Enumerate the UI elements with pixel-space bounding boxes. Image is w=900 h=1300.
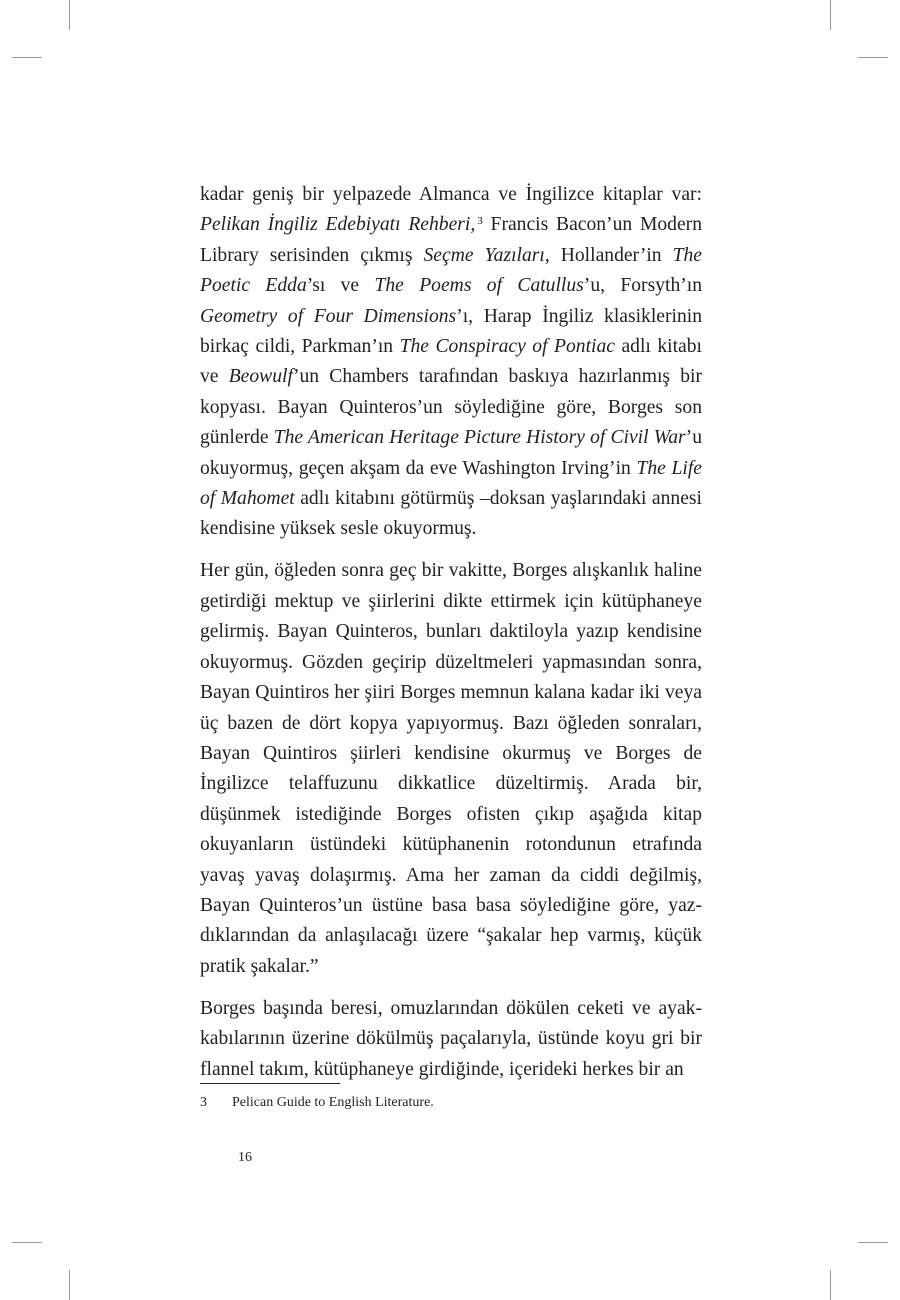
italic-title: The Life of Mahomet	[200, 457, 702, 510]
text-run: ’ı, Harap İngiliz klasiklerinin birkaç cildi, Parkman’ın	[200, 305, 702, 358]
italic-title: Pelikan İngiliz Edebiyatı Rehberi,	[200, 214, 476, 236]
italic-title: The Conspiracy of Pontiac	[399, 336, 615, 358]
body-text	[200, 180, 702, 1085]
crop-mark-right-top	[858, 57, 888, 58]
footnote	[200, 1094, 434, 1112]
crop-mark-bottom-left	[69, 1270, 70, 1300]
text-run: adlı kitabı ve	[200, 336, 702, 388]
text-run: ’sı ve	[306, 275, 375, 297]
footnote-number: 3	[200, 1095, 207, 1110]
text-run: , Hollander’in	[544, 244, 673, 266]
text-run: Borges başında beresi, omuzlarından dökülen ceketi ve ayakkabılarının üzerine dökülmüş paçalarıyla, üstünde koyu gri bir flannel takım, kütüphaneye girdiğinde, içerideki herkes bir an	[200, 997, 702, 1080]
page-number: 16	[238, 1150, 252, 1165]
text-run: kadar geniş bir yelpazede Almanca ve İngilizce kitaplar var:	[200, 184, 702, 205]
paragraph	[200, 180, 702, 545]
italic-title: The American Heritage Picture History of Civil War	[273, 427, 686, 449]
italic-title: The Poetic Edda	[200, 244, 702, 297]
crop-mark-top-left	[69, 0, 70, 30]
crop-mark-bottom-right	[830, 1270, 831, 1300]
text-run: Francis Bacon’un Modern Library serisinden çıkmış	[200, 214, 702, 266]
text-run: adlı kitabını götürmüş –doksan yaşlarındaki annesi kendisine yüksek sesle okuyormuş.	[200, 488, 702, 540]
paragraph	[200, 994, 702, 1085]
crop-mark-left-bottom	[12, 1242, 42, 1243]
text-run: ’u okuyormuş, geçen akşam da eve Washington Irving’in	[200, 427, 702, 479]
footnote-separator	[200, 1083, 340, 1084]
italic-title: Beowulf	[228, 366, 293, 388]
text-run: Her gün, öğleden sonra geç bir vakitte, Borges alışkanlık haline getirdiği mektup ve şiirlerini dikte ettirmek için kütüphaneye gelirmiş. Bayan Quinteros, bunları daktiloyla yazıp kendisine okuyormuş. Gözden geçirip düzeltmeleri yapmasından sonra, Bayan Quintiros her şiiri Borges memnun kalana kadar iki veya üç bazen de dört kopya yapıyormuş. Bazı öğleden sonraları, Bayan Quintiros şiirleri kendisine okurmuş ve Borges de İngilizce telaffuzunu dikkatlice düzeltirmiş. Arada bir, düşünmek istediğinde Borges ofisten çıkıp aşağıda kitap okuyanların üstündeki kütüphanenin rotondunun etrafında yavaş yavaş dolaşırmış. Ama her zaman da ciddi değilmiş, Bayan Quinteros’un üstüne basa basa söylediğine göre, yazdıklarından da anlaşılacağı üzere “şakalar hep varmış, küçük pratik şakalar.”	[200, 560, 702, 977]
text-run: ’u, Forsyth’ın	[583, 275, 703, 297]
crop-mark-top-right	[830, 0, 831, 30]
footnote-text: Pelican Guide to English Literature.	[232, 1095, 434, 1110]
crop-mark-right-bottom	[858, 1242, 888, 1243]
italic-title: Seçme Yazıları	[423, 244, 545, 266]
crop-mark-left-top	[12, 57, 42, 58]
footnote-reference: 3	[477, 215, 483, 228]
italic-title: The Poems of Catullus	[374, 275, 584, 297]
paragraph	[200, 556, 702, 982]
text-run: ’un Chambers tarafından baskıya hazırlanmış bir kopyası. Bayan Quinteros’un söylediğine göre, Borges son günlerde	[200, 366, 702, 449]
italic-title: Geometry of Four Dimensions	[200, 305, 457, 327]
